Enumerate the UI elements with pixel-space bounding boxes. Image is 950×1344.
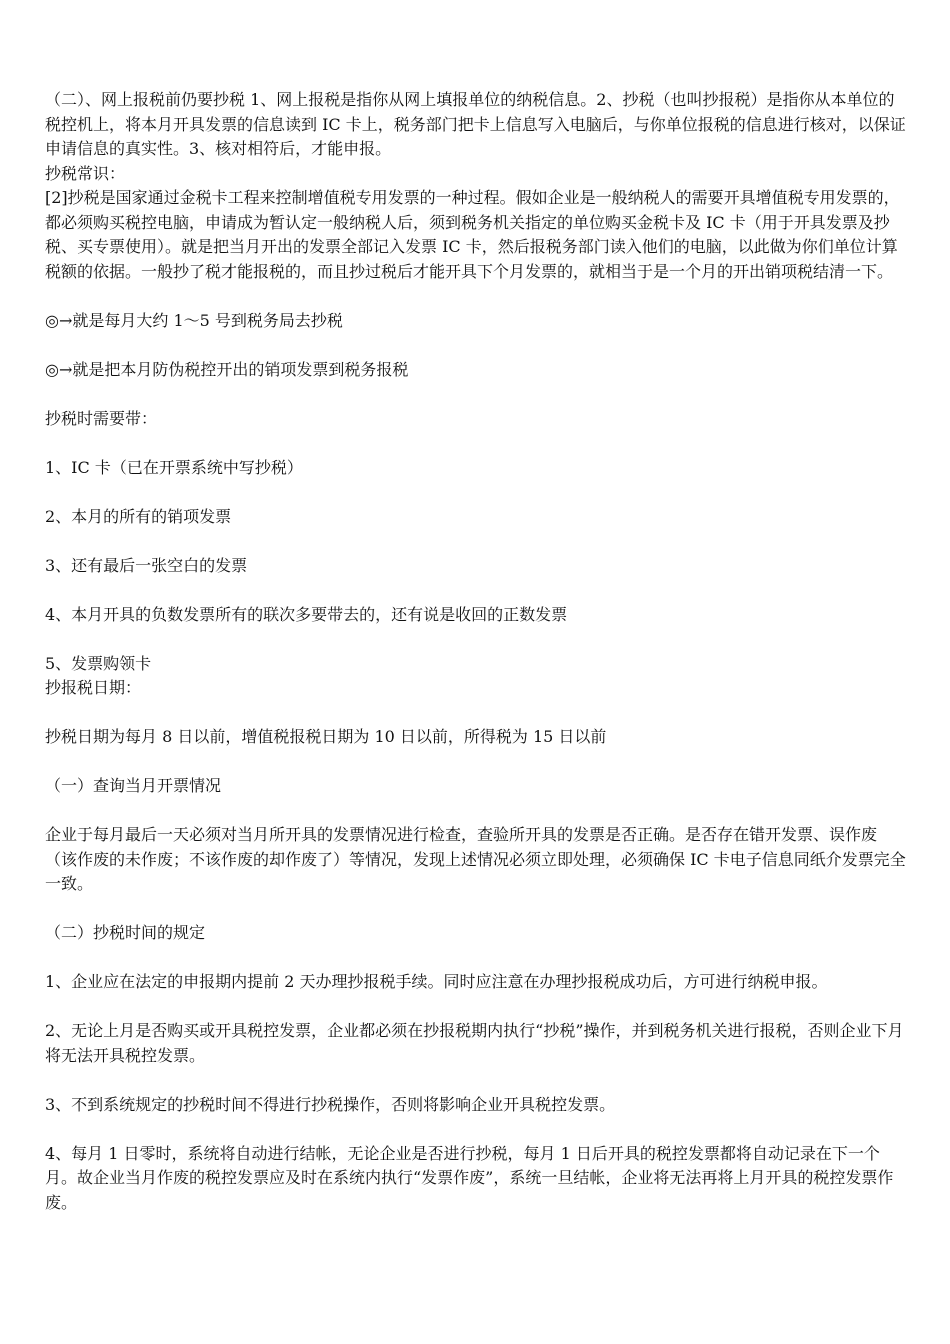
spacer	[45, 382, 907, 407]
spacer	[45, 701, 907, 726]
spacer	[45, 750, 907, 775]
rule-2: 2、无论上月是否购买或开具税控发票，企业都必须在抄报税期内执行“抄税”操作，并到税务机关进行报税，否则企业下月将无法开具税控发票。	[45, 1021, 904, 1065]
list-item-ic-card: 1、IC 卡（已在开票系统中写抄税）	[45, 457, 303, 477]
heading-tax-copy-knowledge: 抄税常识：	[45, 163, 126, 183]
heading-query-invoices: （一）查询当月开票情况	[45, 776, 222, 795]
heading-filing-dates: 抄报税日期：	[45, 678, 142, 697]
heading-items-to-bring: 抄税时需要带：	[45, 408, 158, 428]
paragraph-tax-copy-explanation: [2]抄税是国家通过金税卡工程来控制增值税专用发票的一种过程。假如企业是一般纳税人的需要开具增值税专用发票的，都必须购买税控电脑，申请成为暂认定一般纳税人后，须到税务机关指定的单位购买金税卡及 IC 卡（用于开具发票及抄税、买专票使用）。就是把当月开出的发票全部记入发票 IC 卡，然后报税务部门读入他们的电脑，以此做为你们单位计算税额的依据。一般抄了税才能报税的，而且抄过税后才能开具下个月发票的，就相当于是一个月的开出销项税结清一下。	[45, 188, 900, 281]
spacer	[45, 333, 907, 358]
spacer	[45, 897, 907, 922]
spacer	[45, 529, 907, 554]
paragraph-filing-dates: 抄税日期为每月 8 日以前，增值税报税日期为 10 日以前，所得税为 15 日以前	[45, 727, 607, 746]
spacer	[45, 946, 907, 971]
spacer	[45, 995, 907, 1020]
spacer	[45, 480, 907, 505]
rule-1: 1、企业应在法定的申报期内提前 2 天办理抄报税手续。同时应注意在办理抄报税成功后，方可进行纳税申报。	[45, 972, 828, 991]
bullet-monthly-copy: ◎→就是每月大约 1～5 号到税务局去抄税	[45, 310, 343, 330]
spacer	[45, 799, 907, 824]
list-item-negative-invoices: 4、本月开具的负数发票所有的联次多要带去的，还有说是收回的正数发票	[45, 604, 568, 624]
spacer	[45, 627, 907, 652]
paragraph-online-tax-filing: （二）、网上报税前仍要抄税 1、网上报税是指你从网上填报单位的纳税信息。2、抄税（也叫抄报税）是指你从本单位的税控机上，将本月开具发票的信息读到 IC 卡上，税务部门把卡上信息写入电脑后，与你单位报税的信息进行核对，以保证申请信息的真实性。3、核对相符后，才能申报。	[45, 90, 906, 158]
rule-4: 4、每月 1 日零时，系统将自动进行结帐，无论企业是否进行抄税，每月 1 日后开具的税控发票都将自动记录在下一个月。故企业当月作废的税控发票应及时在系统内执行“发票作废”，系统一旦结帐，企业将无法再将上月开具的税控发票作废。	[45, 1143, 894, 1212]
spacer	[45, 1068, 907, 1093]
list-item-sales-invoices: 2、本月的所有的销项发票	[45, 506, 232, 526]
paragraph-query-invoices: 企业于每月最后一天必须对当月所开具的发票情况进行检查，查验所开具的发票是否正确。是否存在错开发票、误作废（该作废的未作废；不该作废的却作废了）等情况，发现上述情况必须立即处理，必须确保 IC 卡电子信息同纸介发票完全一致。	[45, 825, 906, 893]
bullet-report-invoices: ◎→就是把本月防伪税控开出的销项发票到税务报税	[45, 359, 409, 379]
spacer	[45, 284, 907, 309]
spacer	[45, 578, 907, 603]
heading-copy-time-rules: （二）抄税时间的规定	[45, 923, 206, 942]
rule-3: 3、不到系统规定的抄税时间不得进行抄税操作，否则将影响企业开具税控发票。	[45, 1094, 616, 1114]
document-body	[45, 88, 907, 1215]
list-item-blank-invoice: 3、还有最后一张空白的发票	[45, 555, 248, 575]
spacer	[45, 1117, 907, 1142]
list-item-invoice-card: 5、发票购领卡	[45, 653, 152, 673]
spacer	[45, 431, 907, 456]
